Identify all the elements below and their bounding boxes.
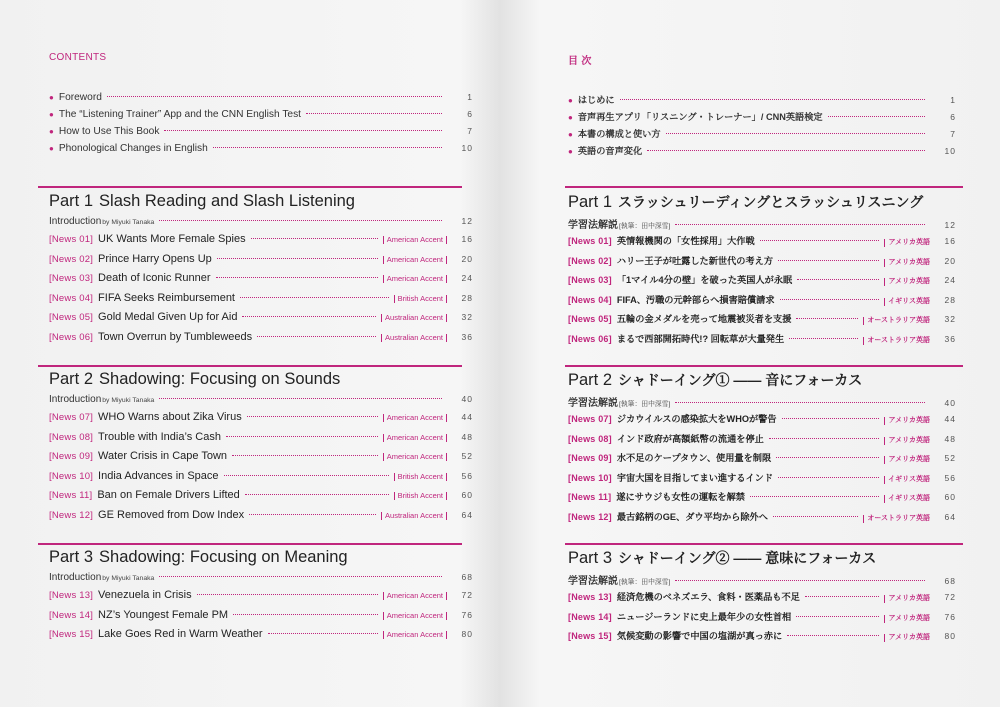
dot-leader [159, 576, 442, 577]
dot-leader [796, 616, 879, 617]
news-entry[interactable]: [News 09] Water Crisis in Cape Town American Accent 52 [49, 450, 473, 462]
news-entry[interactable]: [News 13] Venezuela in Crisis American Accent 72 [49, 589, 473, 601]
dot-leader [245, 494, 389, 495]
dot-leader [828, 116, 925, 117]
news-entry[interactable]: [News 15] Lake Goes Red in Warm Weather American Accent 80 [49, 628, 473, 640]
dot-leader [197, 594, 378, 595]
dot-leader [675, 402, 925, 403]
part-title: Part 1 Slash Reading and Slash Listening [49, 192, 355, 210]
bullet-icon: ● [49, 110, 54, 119]
part-3-section [49, 548, 473, 648]
front-matter-list [49, 92, 473, 160]
contents-page-english [38, 0, 500, 707]
contents-heading: 目 次 [568, 56, 592, 67]
dot-leader [797, 279, 879, 280]
news-entry[interactable]: [News 03] Death of Iconic Runner American Accent 24 [49, 272, 473, 284]
dot-leader [232, 455, 378, 456]
bullet-icon: ● [568, 96, 573, 105]
news-entry[interactable]: [News 14] ニュージーランドに史上最年少の女性首相 アメリカ英語 76 [568, 611, 956, 622]
part-title: Part 3 Shadowing: Focusing on Meaning [49, 548, 348, 566]
dot-leader [164, 130, 442, 131]
news-entry[interactable]: [News 10] 宇宙大国を目指してまい進するインド イギリス英語 56 [568, 472, 956, 483]
toc-entry[interactable]: ● Foreword 1 [49, 92, 473, 103]
news-entry[interactable]: [News 12] GE Removed from Dow Index Australian Accent 64 [49, 508, 473, 521]
news-entry[interactable]: [News 09] 水不足のケープタウン、使用量を制限 アメリカ英語 52 [568, 453, 956, 463]
dot-leader [778, 260, 879, 261]
dot-leader [805, 596, 880, 597]
dot-leader [789, 338, 858, 339]
dot-leader [306, 113, 442, 114]
dot-leader [776, 457, 879, 458]
dot-leader [773, 516, 858, 517]
part-divider [38, 186, 462, 188]
contents-heading: CONTENTS [49, 52, 107, 63]
news-entry[interactable]: [News 11] 遂にサウジも女性の運転を解禁 イギリス英語 60 [568, 492, 956, 502]
part-2-section [49, 370, 473, 528]
toc-entry[interactable]: ● 音声再生アプリ「リスニング・トレーナー」/ CNN英語検定 6 [568, 112, 956, 122]
part-1-section [49, 192, 473, 350]
dot-leader [666, 133, 925, 134]
part-title: Part 3 シャドーイング② ―― 意味にフォーカス [568, 549, 877, 567]
part-3-section [568, 548, 956, 648]
part-2-section [568, 370, 956, 528]
dot-leader [247, 416, 378, 417]
dot-leader [647, 150, 925, 151]
dot-leader [107, 96, 442, 97]
dot-leader [251, 238, 378, 239]
introduction-entry[interactable]: Introduction by Miyuki Tanaka 12 [49, 216, 473, 227]
contents-page-japanese [565, 0, 965, 707]
dot-leader [249, 514, 376, 515]
bullet-icon: ● [568, 113, 573, 122]
part-divider [38, 543, 462, 545]
news-entry[interactable]: [News 03] 「1マイル4分の壁」を破った英国人が永眠 アメリカ英語 24 [568, 275, 956, 285]
dot-leader [675, 580, 925, 581]
news-entry[interactable]: [News 01] UK Wants More Female Spies American Accent 16 [49, 233, 473, 245]
introduction-entry[interactable]: 学習法解説 [執筆：田中深雪] 68 [568, 576, 956, 587]
bullet-icon: ● [49, 127, 54, 136]
dot-leader [226, 436, 378, 437]
bullet-icon: ● [49, 144, 54, 153]
dot-leader [159, 220, 442, 221]
dot-leader [778, 477, 879, 478]
dot-leader [796, 318, 858, 319]
dot-leader [620, 99, 925, 100]
toc-entry[interactable]: ● The “Listening Trainer” App and the CNN English Test 6 [49, 109, 473, 120]
dot-leader [240, 297, 389, 298]
news-entry[interactable]: [News 08] Trouble with India’s Cash American Accent 48 [49, 430, 473, 443]
introduction-entry[interactable]: Introduction by Miyuki Tanaka 40 [49, 394, 473, 405]
news-entry[interactable]: [News 02] Prince Harry Opens Up American Accent 20 [49, 252, 473, 265]
dot-leader [233, 614, 378, 615]
dot-leader [268, 633, 378, 634]
news-entry[interactable]: [News 07] ジカウイルスの感染拡大をWHOが警告 アメリカ英語 44 [568, 414, 956, 424]
part-title: Part 2 シャドーイング① ―― 音にフォーカス [568, 371, 863, 389]
dot-leader [213, 147, 442, 148]
toc-entry[interactable]: ● Phonological Changes in English 10 [49, 143, 473, 154]
news-entry[interactable]: [News 13] 経済危機のベネズエラ、食料・医薬品も不足 アメリカ英語 72 [568, 592, 956, 602]
news-entry[interactable]: [News 01] 英情報機関の「女性採用」大作戦 アメリカ英語 16 [568, 236, 956, 246]
news-entry[interactable]: [News 12] 最古銘柄のGE、ダウ平均から除外へ オーストラリア英語 64 [568, 511, 956, 522]
news-entry[interactable]: [News 02] ハリー王子が吐露した新世代の考え方 アメリカ英語 20 [568, 255, 956, 266]
news-entry[interactable]: [News 07] WHO Warns about Zika Virus American Accent 44 [49, 411, 473, 423]
bullet-icon: ● [568, 130, 573, 139]
dot-leader [224, 475, 389, 476]
dot-leader [760, 240, 880, 241]
introduction-entry[interactable]: Introduction by Miyuki Tanaka 68 [49, 572, 473, 583]
news-entry[interactable]: [News 04] FIFA、汚職の元幹部らへ損害賠償請求 イギリス英語 28 [568, 294, 956, 305]
news-entry[interactable]: [News 11] Ban on Female Drivers Lifted British Accent 60 [49, 489, 473, 501]
news-entry[interactable]: [News 06] Town Overrun by Tumbleweeds Australian Accent 36 [49, 330, 473, 343]
introduction-entry[interactable]: 学習法解説 [執筆：田中深雪] 12 [568, 220, 956, 231]
part-title: Part 2 Shadowing: Focusing on Sounds [49, 370, 341, 388]
dot-leader [769, 438, 880, 439]
part-1-section [568, 192, 956, 350]
news-entry[interactable]: [News 14] NZ’s Youngest Female PM American Accent 76 [49, 608, 473, 621]
part-divider [565, 186, 963, 188]
dot-leader [217, 258, 378, 259]
bullet-icon: ● [568, 147, 573, 156]
toc-entry[interactable]: ● 英語の音声変化 10 [568, 146, 956, 156]
news-entry[interactable]: [News 08] インド政府が高額紙幣の流通を停止 アメリカ英語 48 [568, 433, 956, 444]
news-entry[interactable]: [News 15] 気候変動の影響で中国の塩湖が真っ赤に アメリカ英語 80 [568, 631, 956, 641]
news-entry[interactable]: [News 10] India Advances in Space British Accent 56 [49, 469, 473, 482]
dot-leader [782, 418, 880, 419]
toc-entry[interactable]: ● はじめに 1 [568, 95, 956, 105]
news-entry[interactable]: [News 04] FIFA Seeks Reimbursement British Accent 28 [49, 291, 473, 304]
dot-leader [242, 316, 376, 317]
part-divider [565, 365, 963, 367]
part-divider [38, 365, 462, 367]
news-entry[interactable]: [News 05] Gold Medal Given Up for Aid Australian Accent 32 [49, 311, 473, 323]
dot-leader [257, 336, 376, 337]
toc-entry[interactable]: ● How to Use This Book 7 [49, 126, 473, 137]
dot-leader [750, 496, 879, 497]
bullet-icon: ● [49, 93, 54, 102]
dot-leader [675, 224, 925, 225]
toc-entry[interactable]: ● 本書の構成と使い方 7 [568, 129, 956, 139]
news-entry[interactable]: [News 05] 五輪の金メダルを売って地震被災者を支援 オーストラリア英語 32 [568, 314, 956, 324]
dot-leader [159, 398, 442, 399]
part-title: Part 1 スラッシュリーディングとスラッシュリスニング [568, 193, 924, 211]
part-divider [565, 543, 963, 545]
dot-leader [216, 277, 378, 278]
news-entry[interactable]: [News 06] まるで西部開拓時代!? 回転草が大量発生 オーストラリア英語 36 [568, 333, 956, 344]
introduction-entry[interactable]: 学習法解説 [執筆：田中深雪] 40 [568, 398, 956, 409]
dot-leader [780, 299, 880, 300]
front-matter-list [568, 92, 956, 160]
dot-leader [787, 635, 879, 636]
